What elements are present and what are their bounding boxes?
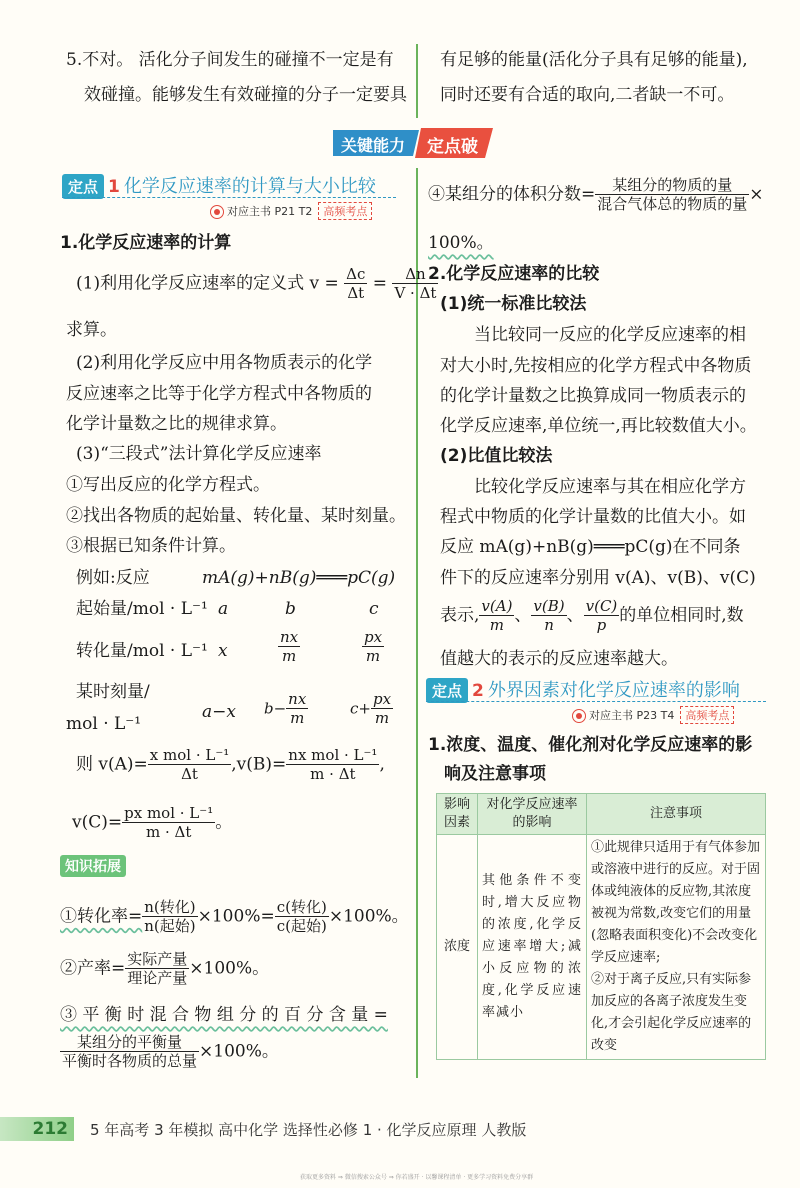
p3: (3)“三段式”法计算化学反应速率 xyxy=(76,444,322,464)
frac-num: 某组分的物质的量 xyxy=(595,176,749,195)
vA-prefix: 则 v(A)= xyxy=(76,754,148,775)
frac-den: p xyxy=(596,616,607,634)
point2-ref xyxy=(572,706,734,724)
vC-suffix: 。 xyxy=(215,812,233,833)
footer-text: 5 年高考 3 年模拟 高中化学 选择性必修 1 · 化学反应原理 人教版 xyxy=(90,1121,527,1139)
frac-dc-dt xyxy=(344,265,367,302)
row1-c: c xyxy=(369,599,379,619)
page-number: 212 xyxy=(32,1119,68,1139)
d6: 值越大的表示的反应速率越大。 xyxy=(440,649,678,669)
frac-den: Δt xyxy=(181,765,198,783)
top-left-line1: 5.不对。 活化分子间发生的碰撞不一定是有 xyxy=(66,50,394,70)
frac-num: Δn xyxy=(392,265,438,284)
step1: ①写出反应的化学方程式。 xyxy=(66,475,270,495)
point2-num: 2 xyxy=(472,681,484,701)
point2-ref-text: 对应主书 P23 T4 xyxy=(589,709,675,722)
frac-num: px mol · L⁻¹ xyxy=(124,804,214,822)
banner-part2: 定点破 xyxy=(427,137,478,157)
point1-num: 1 xyxy=(108,177,120,197)
frac-den: 混合气体总的物质的量 xyxy=(597,195,748,213)
row1-a: a xyxy=(218,599,229,619)
c2: 对大小时,先按相应的化学方程式中各物质 xyxy=(440,356,752,376)
top-right-line2: 同时还要有合适的取向,二者缺一不可。 xyxy=(440,85,735,105)
frac-den: m xyxy=(290,709,305,727)
point2-badge: 高频考点 xyxy=(680,706,734,724)
th-effect: 对化学反应速率的影响 xyxy=(478,794,587,835)
page-footer xyxy=(0,1117,800,1141)
k4-prefix: ④某组分的体积分数= xyxy=(428,184,596,205)
frac-den: 平衡时各物质的总量 xyxy=(62,1052,198,1070)
k1-mid: ×100%= xyxy=(197,906,275,927)
row1-b: b xyxy=(285,599,296,619)
factors-table xyxy=(436,793,766,1060)
target-icon xyxy=(210,205,224,219)
frac-den: m xyxy=(281,647,297,665)
frac-num: px xyxy=(364,628,383,646)
p2c: 化学计量数之比的规律求算。 xyxy=(66,414,287,434)
th-notes: 注意事项 xyxy=(587,794,766,835)
knowledge-extension-tag: 知识拓展 xyxy=(60,855,126,877)
frac-num: v(B) xyxy=(533,597,565,615)
point1-underline xyxy=(62,196,396,198)
k3-suffix: ×100%。 xyxy=(199,1041,279,1062)
point1-ref xyxy=(210,202,372,220)
point2-tag: 定点 xyxy=(426,678,468,703)
frac-den: n(起始) xyxy=(144,917,196,935)
table-header-row xyxy=(437,794,766,835)
vA-vB-formula xyxy=(76,746,385,783)
separator: 、 xyxy=(514,605,532,626)
d2: 程式中物质的化学计量数的比值大小。如 xyxy=(440,507,746,527)
row3-b xyxy=(264,690,308,727)
frac-den: m xyxy=(374,709,390,727)
column-divider-main xyxy=(416,168,418,1078)
frac-den: V · Δt xyxy=(394,284,437,302)
cell-effect: 其他条件不变时,增大反应物的浓度,化学反应速率增大;减小反应物的浓度,化学反应速率减小 xyxy=(478,835,587,1060)
point2-underline xyxy=(426,700,766,702)
cell-factor: 浓度 xyxy=(437,835,478,1060)
frac-den: c(起始) xyxy=(276,917,327,935)
banner-part1: 关键能力 xyxy=(341,136,406,155)
p1a: (1)利用化学反应速率的定义式 v = xyxy=(76,273,339,294)
frac-num: nx xyxy=(288,690,307,708)
page-number-box xyxy=(0,1117,74,1141)
row3-a: a−x xyxy=(202,702,236,722)
top-right-line1: 有足够的能量(活化分子具有足够的能量), xyxy=(440,50,748,70)
frac-num: c(转化) xyxy=(276,898,327,916)
frac-den: n xyxy=(544,616,554,634)
frac-num: px xyxy=(372,690,392,708)
sec-h1b: 响及注意事项 xyxy=(444,764,546,784)
footer-watermark: 获取更多资料 ⇒ 微信搜索公众号 ⇒ 你若盛开 · 以馨课程清单 · 更多学习资料免费分享群 xyxy=(300,1174,534,1181)
d4: 件下的反应速率分别用 v(A)、v(B)、v(C) xyxy=(440,568,756,588)
k4-suffix: × xyxy=(749,184,764,205)
frac-den: m · Δt xyxy=(145,823,192,841)
frac-den: m xyxy=(489,616,505,634)
frac-num: v(A) xyxy=(481,597,513,615)
point2-heading xyxy=(426,676,740,702)
example-equation: mA(g)+nB(g)═══pC(g) xyxy=(202,568,396,588)
equals: = xyxy=(372,273,388,294)
d5-prefix: 表示, xyxy=(440,605,480,626)
k3-line: ③ 平 衡 时 混 合 物 组 分 的 百 分 含 量 = xyxy=(60,1005,388,1025)
point2-title: 外界因素对化学反应速率的影响 xyxy=(487,680,740,701)
frac-den: 理论产量 xyxy=(127,969,188,987)
frac-num: 某组分的平衡量 xyxy=(60,1033,199,1052)
frac-num: nx mol · L⁻¹ xyxy=(288,746,378,764)
frac-num: n(转化) xyxy=(144,898,196,916)
k1-prefix: ①转化率= xyxy=(60,906,143,927)
k1-formula xyxy=(60,898,409,935)
row2-c xyxy=(362,628,384,665)
vB-prefix: ,v(B)= xyxy=(231,754,287,775)
frac-num: 实际产量 xyxy=(127,950,188,968)
p2a: (2)利用化学反应中用各物质表示的化学 xyxy=(76,353,373,373)
vC-prefix: v(C)= xyxy=(72,812,123,833)
row2-a: x xyxy=(218,641,228,661)
sec-h1a: 1.浓度、温度、催化剂对化学反应速率的影 xyxy=(428,735,753,755)
row2-label: 转化量/mol · L⁻¹ xyxy=(76,641,208,661)
c1: 当比较同一反应的化学反应速率的相 xyxy=(474,325,746,345)
k2-prefix: ②产率= xyxy=(60,958,126,979)
frac-num: nx xyxy=(280,628,299,646)
frac-den: Δt xyxy=(347,284,365,302)
top-left-line2: 效碰撞。能够发生有效碰撞的分子一定要具 xyxy=(84,85,407,105)
row3-label2: mol · L⁻¹ xyxy=(66,714,142,734)
point1-title: 化学反应速率的计算与大小比较 xyxy=(123,176,376,197)
point1-heading xyxy=(62,172,376,198)
k3-formula xyxy=(60,1033,279,1070)
note-1: ①此规律只适用于有气体参加或溶液中进行的反应。对于固体或纯液体的反应物,其浓度被视为常数,改变它们的用量(忽略表面积变化)不会改变化学反应速率; xyxy=(591,840,761,965)
row2-b xyxy=(278,628,300,665)
p2b: 反应速率之比等于化学方程式中各物质的 xyxy=(66,384,372,404)
sub1: (1)统一标准比较法 xyxy=(440,294,587,314)
k2-formula xyxy=(60,950,269,987)
d5-formula xyxy=(440,597,744,634)
c4: 化学反应速率,单位统一,再比较数值大小。 xyxy=(440,416,757,436)
row3-c-prefix: c+ xyxy=(350,699,371,718)
row3-label1: 某时刻量/ xyxy=(76,682,150,702)
k2-suffix: ×100%。 xyxy=(189,958,270,979)
definition-formula xyxy=(76,265,438,302)
row1-label: 起始量/mol · L⁻¹ xyxy=(76,599,208,619)
row3-c xyxy=(350,690,393,727)
point1-badge: 高频考点 xyxy=(318,202,372,220)
c3: 的化学计量数之比换算成同一物质表示的 xyxy=(440,386,746,406)
sub2: (2)比值比较法 xyxy=(440,446,553,466)
example-label: 例如:反应 xyxy=(76,568,150,588)
th-factor: 影响因素 xyxy=(437,794,478,835)
cell-notes xyxy=(587,835,766,1060)
frac-den: m · Δt xyxy=(310,765,356,783)
k1-suffix: ×100%。 xyxy=(328,906,409,927)
frac-den: m xyxy=(365,647,381,665)
frac-num: x mol · L⁻¹ xyxy=(149,746,230,764)
d5-suffix: 的单位相同时,数 xyxy=(619,605,744,626)
frac-num: v(C) xyxy=(585,597,618,615)
left-h1: 1.化学反应速率的计算 xyxy=(60,233,232,253)
d3: 反应 mA(g)+nB(g)═══pC(g)在不同条 xyxy=(440,537,741,557)
vC-formula xyxy=(72,804,232,841)
k4-continued: 100%。 xyxy=(428,233,494,253)
step2: ②找出各物质的起始量、转化量、某时刻量。 xyxy=(66,506,406,526)
p1b: 求算。 xyxy=(66,320,117,340)
point1-ref-text: 对应主书 P21 T2 xyxy=(227,205,313,218)
right-h2: 2.化学反应速率的比较 xyxy=(428,264,600,284)
vB-suffix: , xyxy=(379,754,385,775)
frac-num: Δc xyxy=(346,265,366,283)
row3-b-prefix: b− xyxy=(264,699,287,718)
k4-formula xyxy=(428,176,764,213)
step3: ③根据已知条件计算。 xyxy=(66,536,236,556)
table-row xyxy=(437,835,766,1060)
point1-tag: 定点 xyxy=(62,174,104,199)
note-2: ②对于离子反应,只有实际参加反应的各离子浓度发生变化,才会引起化学反应速率的改变 xyxy=(591,972,752,1053)
separator: 、 xyxy=(566,605,584,626)
section-banner xyxy=(333,128,493,158)
column-divider-top xyxy=(416,44,418,118)
target-icon xyxy=(572,709,586,723)
d1: 比较化学反应速率与其在相应化学方 xyxy=(474,477,746,497)
